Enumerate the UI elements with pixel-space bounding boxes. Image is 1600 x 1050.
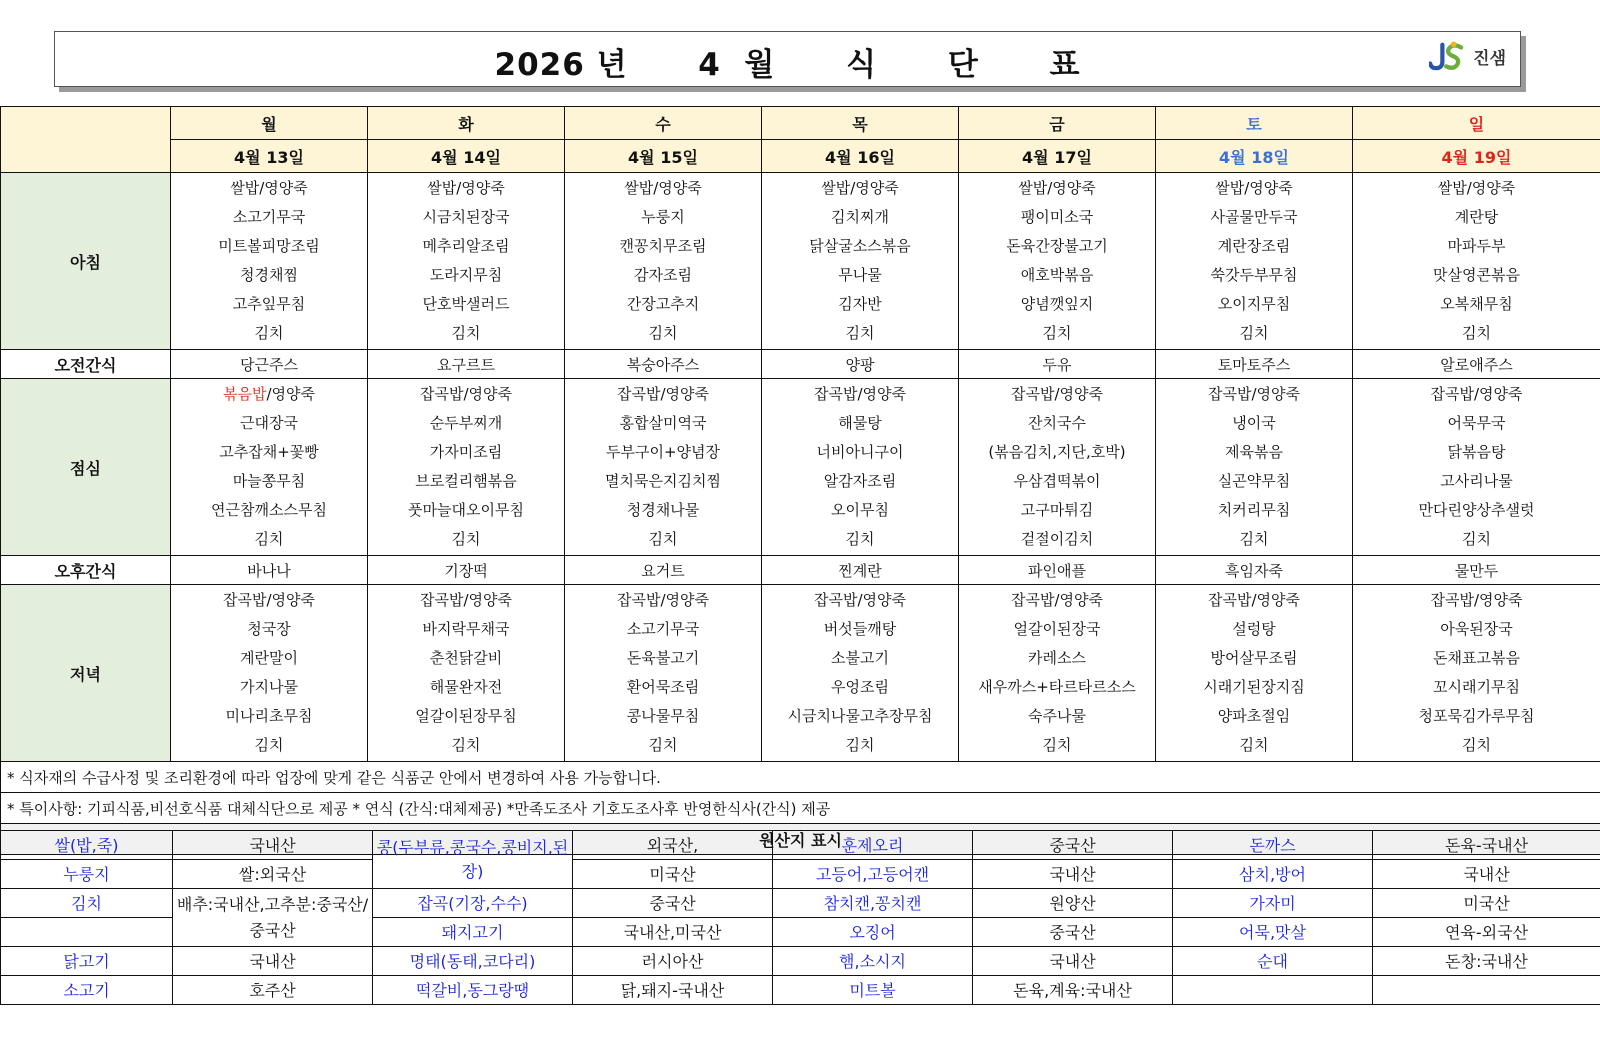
menu-item: 우엉조림 <box>831 678 889 696</box>
menu-item: 새우까스+타르타르소스 <box>978 678 1136 696</box>
menu-item: 김치 <box>1462 736 1491 754</box>
pm-snack-item: 흑임자죽 <box>1156 556 1353 585</box>
menu-item: 가지나물 <box>240 678 298 696</box>
menu-item: 쌀밥/영양죽 <box>1018 179 1096 197</box>
lunch-cell <box>565 379 762 556</box>
meal-label-am-snack: 오전간식 <box>1 350 171 379</box>
origin-value: 중국산 <box>573 889 773 918</box>
menu-item: 고사리나물 <box>1440 472 1513 490</box>
breakfast-cell <box>1353 173 1600 350</box>
brand-logo <box>1429 41 1506 71</box>
origin-item: 떡갈비,동그랑땡 <box>373 976 573 1005</box>
menu-item: 김치 <box>451 324 481 342</box>
menu-item: 쑥갓두부무침 <box>1210 266 1298 284</box>
menu-item: 방어살무조림 <box>1210 649 1298 667</box>
menu-item: 알감자조림 <box>823 472 897 490</box>
menu-item: 메추리알조림 <box>422 237 510 255</box>
menu-item: 김치 <box>254 530 284 548</box>
menu-item: 고구마튀김 <box>1020 501 1094 519</box>
menu-item: 계란탕 <box>1454 208 1499 226</box>
origin-value: 돈육,계육:국내산 <box>973 976 1173 1005</box>
menu-item: 잡곡밥/영양죽 <box>1430 591 1523 609</box>
menu-item: 김자반 <box>838 295 882 313</box>
breakfast-cell <box>368 173 565 350</box>
menu-item: 김치찌개 <box>831 208 889 226</box>
meal-label-dinner: 저녁 <box>1 585 171 762</box>
menu-item: 시금치된장국 <box>422 208 510 226</box>
menu-item: 춘천닭갈비 <box>429 649 503 667</box>
menu-item: 아욱된장국 <box>1440 620 1513 638</box>
menu-item: 가자미조림 <box>429 443 503 461</box>
origin-value: 호주산 <box>173 976 373 1005</box>
am-snack-item: 요구르트 <box>368 350 565 379</box>
menu-item: 미나리초무침 <box>225 707 313 725</box>
menu-item: 김치 <box>845 324 875 342</box>
day-mon: 월 <box>171 107 368 140</box>
menu-item: 잡곡밥/영양죽 <box>814 385 906 403</box>
menu-item: 김치 <box>1042 324 1072 342</box>
menu-item: 청경채찜 <box>240 266 298 284</box>
js-logo-icon <box>1429 41 1467 71</box>
menu-item: 돈육불고기 <box>626 649 700 667</box>
menu-item: 김치 <box>1239 530 1269 548</box>
origin-item-empty <box>1 918 173 947</box>
origin-item: 고등어,고등어캔 <box>773 860 973 889</box>
origin-item: 삼치,방어 <box>1173 860 1373 889</box>
menu-item: 만다린양상추샐럿 <box>1418 501 1535 519</box>
menu-item: 브로컬리햄볶음 <box>415 472 517 490</box>
am-snack-item: 두유 <box>959 350 1156 379</box>
menu-item: 김치 <box>1462 324 1491 342</box>
origin-row <box>1 889 1600 918</box>
am-snack-item: 당근주스 <box>171 350 368 379</box>
pm-snack-item: 찐계란 <box>762 556 959 585</box>
menu-item: 숙주나물 <box>1028 707 1086 725</box>
menu-item: 팽이미소국 <box>1020 208 1094 226</box>
origin-item: 잡곡(기장,수수) <box>373 889 573 918</box>
highlight-text: 볶음밥 <box>222 385 267 403</box>
menu-item: 홍합살미역국 <box>619 414 707 432</box>
menu-item: 제육볶음 <box>1225 443 1283 461</box>
pm-snack-item: 파인애플 <box>959 556 1156 585</box>
menu-item: 계란말이 <box>240 649 298 667</box>
breakfast-cell <box>171 173 368 350</box>
origin-item: 소고기 <box>1 976 173 1005</box>
menu-item: 양파초절임 <box>1217 707 1291 725</box>
dinner-cell <box>368 585 565 762</box>
menu-item: 꼬시래기무침 <box>1433 678 1520 696</box>
menu-item: 양념깻잎지 <box>1020 295 1094 313</box>
meal-label-lunch: 점심 <box>1 379 171 556</box>
menu-item: 잡곡밥/영양죽 <box>814 591 906 609</box>
menu-item: 김치 <box>1239 736 1269 754</box>
menu-item: 김치 <box>451 530 481 548</box>
origin-value: 미국산 <box>1373 889 1600 918</box>
menu-item: 간장고추지 <box>626 295 700 313</box>
menu-item: 김치 <box>1239 324 1269 342</box>
menu-item: 소고기무국 <box>232 208 306 226</box>
day-sat: 토 <box>1156 107 1353 140</box>
pm-snack-item: 기장떡 <box>368 556 565 585</box>
origin-item-empty <box>1173 976 1373 1005</box>
am-snack-item: 토마토주스 <box>1156 350 1353 379</box>
menu-item: 김치 <box>1042 736 1072 754</box>
pm-snack-item: 물만두 <box>1353 556 1600 585</box>
menu-item: 잡곡밥/영양죽 <box>617 385 709 403</box>
title-box <box>54 31 1521 87</box>
origin-value: 중국산 <box>973 831 1173 860</box>
menu-item: 단호박샐러드 <box>422 295 510 313</box>
origin-value: 국내산 <box>173 947 373 976</box>
corner-cell <box>1 107 171 173</box>
origin-value: 국내산 <box>973 947 1173 976</box>
menu-item: 쌀밥/영양죽 <box>821 179 899 197</box>
menu-item: 잡곡밥/영양죽 <box>617 591 709 609</box>
menu-item: 돈육간장불고기 <box>1006 237 1108 255</box>
origin-value: 국내산 <box>973 860 1173 889</box>
menu-item: 소불고기 <box>831 649 889 667</box>
origin-item: 돈까스 <box>1173 831 1373 860</box>
menu-item: 쌀밥/영양죽 <box>1437 179 1516 197</box>
origin-value: 연육-외국산 <box>1373 918 1600 947</box>
breakfast-cell <box>565 173 762 350</box>
menu-item: 잡곡밥/영양죽 <box>420 385 512 403</box>
meal-label-breakfast: 아침 <box>1 173 171 350</box>
origin-item: 쌀(밥,죽) <box>1 831 173 860</box>
note-row-2 <box>1 793 1600 824</box>
menu-item: 김치 <box>648 530 678 548</box>
menu-item: 무나물 <box>838 266 882 284</box>
menu-item: 잡곡밥/영양죽 <box>1430 385 1523 403</box>
origin-value: 국내산,미국산 <box>573 918 773 947</box>
menu-item: 돈채표고볶음 <box>1433 649 1520 667</box>
menu-item: 얼갈이된장국 <box>1013 620 1101 638</box>
date-fri: 4월 17일 <box>959 140 1156 173</box>
origin-row <box>1 976 1600 1005</box>
menu-item: 카레소스 <box>1028 649 1086 667</box>
origin-table <box>0 830 1600 1005</box>
menu-item: 환어묵조림 <box>626 678 700 696</box>
lunch-cell <box>1156 379 1353 556</box>
menu-item: 마파두부 <box>1447 237 1506 255</box>
origin-item: 훈제오리 <box>773 831 973 860</box>
menu-item: 김치 <box>845 736 875 754</box>
menu-item: 미트볼피망조림 <box>218 237 320 255</box>
meal-label-pm-snack: 오후간식 <box>1 556 171 585</box>
origin-row <box>1 860 1600 889</box>
origin-item: 미트볼 <box>773 976 973 1005</box>
origin-title: 원산지 표시 <box>1 824 1600 855</box>
pm-snack-item: 요거트 <box>565 556 762 585</box>
menu-item: 냉이국 <box>1232 414 1276 432</box>
menu-item: 버섯들깨탕 <box>823 620 897 638</box>
lunch-cell <box>762 379 959 556</box>
menu-item: 연근참깨소스무침 <box>211 501 327 519</box>
am-snack-item: 복숭아주스 <box>565 350 762 379</box>
menu-item: 얼갈이된장무침 <box>415 707 517 725</box>
menu-item: 닭볶음탕 <box>1447 443 1506 461</box>
menu-item: 청국장 <box>247 620 291 638</box>
menu-item: 맛살영콘볶음 <box>1433 266 1520 284</box>
dinner-cell <box>762 585 959 762</box>
menu-item: 우삼겹떡볶이 <box>1013 472 1101 490</box>
menu-item: 잡곡밥/영양죽 <box>420 591 512 609</box>
menu-item: 잔치국수 <box>1028 414 1086 432</box>
origin-value: 국내산 <box>1373 860 1600 889</box>
menu-item: 소고기무국 <box>626 620 700 638</box>
menu-item: 김치 <box>845 530 875 548</box>
menu-item: 쌀밥/영양죽 <box>427 179 505 197</box>
day-thu: 목 <box>762 107 959 140</box>
day-row <box>1 107 1600 140</box>
menu-item: 어묵무국 <box>1447 414 1506 432</box>
menu-item: 김치 <box>648 736 678 754</box>
breakfast-cell <box>1156 173 1353 350</box>
menu-item: 쌀밥/영양죽 <box>624 179 702 197</box>
date-thu: 4월 16일 <box>762 140 959 173</box>
menu-item: 닭살굴소스볶음 <box>809 237 911 255</box>
menu-item: 고추잎무침 <box>232 295 306 313</box>
menu-item: 잡곡밥/영양죽 <box>1208 385 1300 403</box>
menu-item: 해물탕 <box>838 414 882 432</box>
menu-item: 감자조림 <box>634 266 692 284</box>
menu-item-first <box>171 380 367 409</box>
menu-item: 두부구이+양념장 <box>606 443 720 461</box>
lunch-cell <box>368 379 565 556</box>
menu-item: 오이지무침 <box>1217 295 1291 313</box>
menu-item: 사골물만두국 <box>1210 208 1298 226</box>
menu-item: 김치 <box>451 736 481 754</box>
menu-item: 쌀밥/영양죽 <box>230 179 308 197</box>
breakfast-cell <box>762 173 959 350</box>
menu-item: 잡곡밥/영양죽 <box>1011 385 1103 403</box>
note-2: * 특이사항: 기피식품,비선호식품 대체식단으로 제공 * 연식 (간식:대체제공) *만족도조사 기호도조사후 반영한식사(간식) 제공 <box>1 793 1600 824</box>
menu-item: 청포묵김가루무침 <box>1418 707 1535 725</box>
menu-item-rest: /영양죽 <box>266 385 315 403</box>
date-sat: 4월 18일 <box>1156 140 1353 173</box>
origin-value: 국내산 <box>173 831 373 860</box>
dinner-cell <box>1353 585 1600 762</box>
dinner-cell <box>171 585 368 762</box>
lunch-cell <box>959 379 1156 556</box>
date-mon: 4월 13일 <box>171 140 368 173</box>
menu-item: 너비아니구이 <box>816 443 904 461</box>
origin-value: 미국산 <box>573 860 773 889</box>
origin-item: 김치 <box>1 889 173 918</box>
origin-row <box>1 831 1600 860</box>
day-wed: 수 <box>565 107 762 140</box>
menu-item: 쌀밥/영양죽 <box>1215 179 1293 197</box>
lunch-cell <box>1353 379 1600 556</box>
menu-item: (볶음김치,지단,호박) <box>988 443 1126 461</box>
origin-item: 콩(두부류,콩국수,콩비지,된장) <box>373 831 573 889</box>
origin-item: 닭고기 <box>1 947 173 976</box>
origin-item: 어묵,맛살 <box>1173 918 1373 947</box>
menu-item: 김치 <box>1462 530 1491 548</box>
day-tue: 화 <box>368 107 565 140</box>
menu-item: 오이무침 <box>831 501 889 519</box>
menu-item: 실곤약무침 <box>1217 472 1291 490</box>
menu-item: 잡곡밥/영양죽 <box>223 591 315 609</box>
page-title: 2026 년 4 월 식 단 표 <box>494 47 1081 83</box>
menu-item: 순두부찌개 <box>429 414 503 432</box>
menu-item: 청경채나물 <box>626 501 700 519</box>
date-sun: 4월 19일 <box>1353 140 1600 173</box>
menu-item: 풋마늘대오이무침 <box>408 501 524 519</box>
dinner-row <box>1 585 1600 762</box>
origin-value: 외국산, <box>573 831 773 860</box>
menu-item: 바지락무채국 <box>422 620 510 638</box>
origin-item: 명태(동태,코다리) <box>373 947 573 976</box>
menu-item: 김치 <box>254 324 284 342</box>
origin-value: 쌀:외국산 <box>173 860 373 889</box>
menu-item: 도라지무침 <box>429 266 503 284</box>
menu-item: 멸치묵은지김치찜 <box>605 472 721 490</box>
menu-item: 애호박볶음 <box>1020 266 1094 284</box>
origin-value: 돈육-국내산 <box>1373 831 1600 860</box>
origin-value: 닭,돼지-국내산 <box>573 976 773 1005</box>
date-wed: 4월 15일 <box>565 140 762 173</box>
origin-value: 돈창:국내산 <box>1373 947 1600 976</box>
menu-item: 해물완자전 <box>429 678 503 696</box>
origin-item: 돼지고기 <box>373 918 573 947</box>
menu-item: 누룽지 <box>641 208 685 226</box>
weekly-menu-table <box>0 106 1600 855</box>
menu-item: 캔꽁치무조림 <box>619 237 707 255</box>
origin-item: 가자미 <box>1173 889 1373 918</box>
menu-item: 근대장국 <box>240 414 298 432</box>
breakfast-row <box>1 173 1600 350</box>
note-1: * 식자재의 수급사정 및 조리환경에 따라 업장에 맞게 같은 식품군 안에서 변경하여 사용 가능합니다. <box>1 762 1600 793</box>
menu-item: 오복채무침 <box>1440 295 1513 313</box>
origin-value: 중국산 <box>973 918 1173 947</box>
brand-name: 진샘 <box>1473 48 1506 69</box>
origin-value-empty <box>1373 976 1600 1005</box>
menu-item: 잡곡밥/영양죽 <box>1011 591 1103 609</box>
pm-snack-row <box>1 556 1600 585</box>
menu-item: 시금치나물고추장무침 <box>787 707 933 725</box>
lunch-row <box>1 379 1600 556</box>
am-snack-row <box>1 350 1600 379</box>
origin-item: 햄,소시지 <box>773 947 973 976</box>
menu-item: 설렁탕 <box>1232 620 1276 638</box>
lunch-cell <box>171 379 368 556</box>
menu-item: 김치 <box>648 324 678 342</box>
day-fri: 금 <box>959 107 1156 140</box>
am-snack-item: 양팡 <box>762 350 959 379</box>
origin-value: 러시아산 <box>573 947 773 976</box>
origin-value: 원양산 <box>973 889 1173 918</box>
menu-item: 김치 <box>254 736 284 754</box>
dinner-cell <box>959 585 1156 762</box>
menu-item: 콩나물무침 <box>626 707 700 725</box>
origin-value: 배추:국내산,고추분:중국산/중국산 <box>173 889 373 947</box>
origin-row <box>1 947 1600 976</box>
origin-item: 순대 <box>1173 947 1373 976</box>
breakfast-cell <box>959 173 1156 350</box>
date-tue: 4월 14일 <box>368 140 565 173</box>
pm-snack-item: 바나나 <box>171 556 368 585</box>
menu-item: 마늘쫑무침 <box>232 472 306 490</box>
day-sun: 일 <box>1353 107 1600 140</box>
origin-item: 누룽지 <box>1 860 173 889</box>
date-row <box>1 140 1600 173</box>
menu-item: 고추잡채+꽃빵 <box>219 443 319 461</box>
dinner-cell <box>565 585 762 762</box>
dinner-cell <box>1156 585 1353 762</box>
note-row-1 <box>1 762 1600 793</box>
menu-item: 계란장조림 <box>1217 237 1291 255</box>
origin-item: 오징어 <box>773 918 973 947</box>
menu-item: 시래기된장지짐 <box>1203 678 1305 696</box>
origin-item: 참치캔,꽁치캔 <box>773 889 973 918</box>
menu-item: 겉절이김치 <box>1020 530 1094 548</box>
menu-item: 잡곡밥/영양죽 <box>1208 591 1300 609</box>
menu-item: 치커리무침 <box>1217 501 1291 519</box>
am-snack-item: 알로애주스 <box>1353 350 1600 379</box>
